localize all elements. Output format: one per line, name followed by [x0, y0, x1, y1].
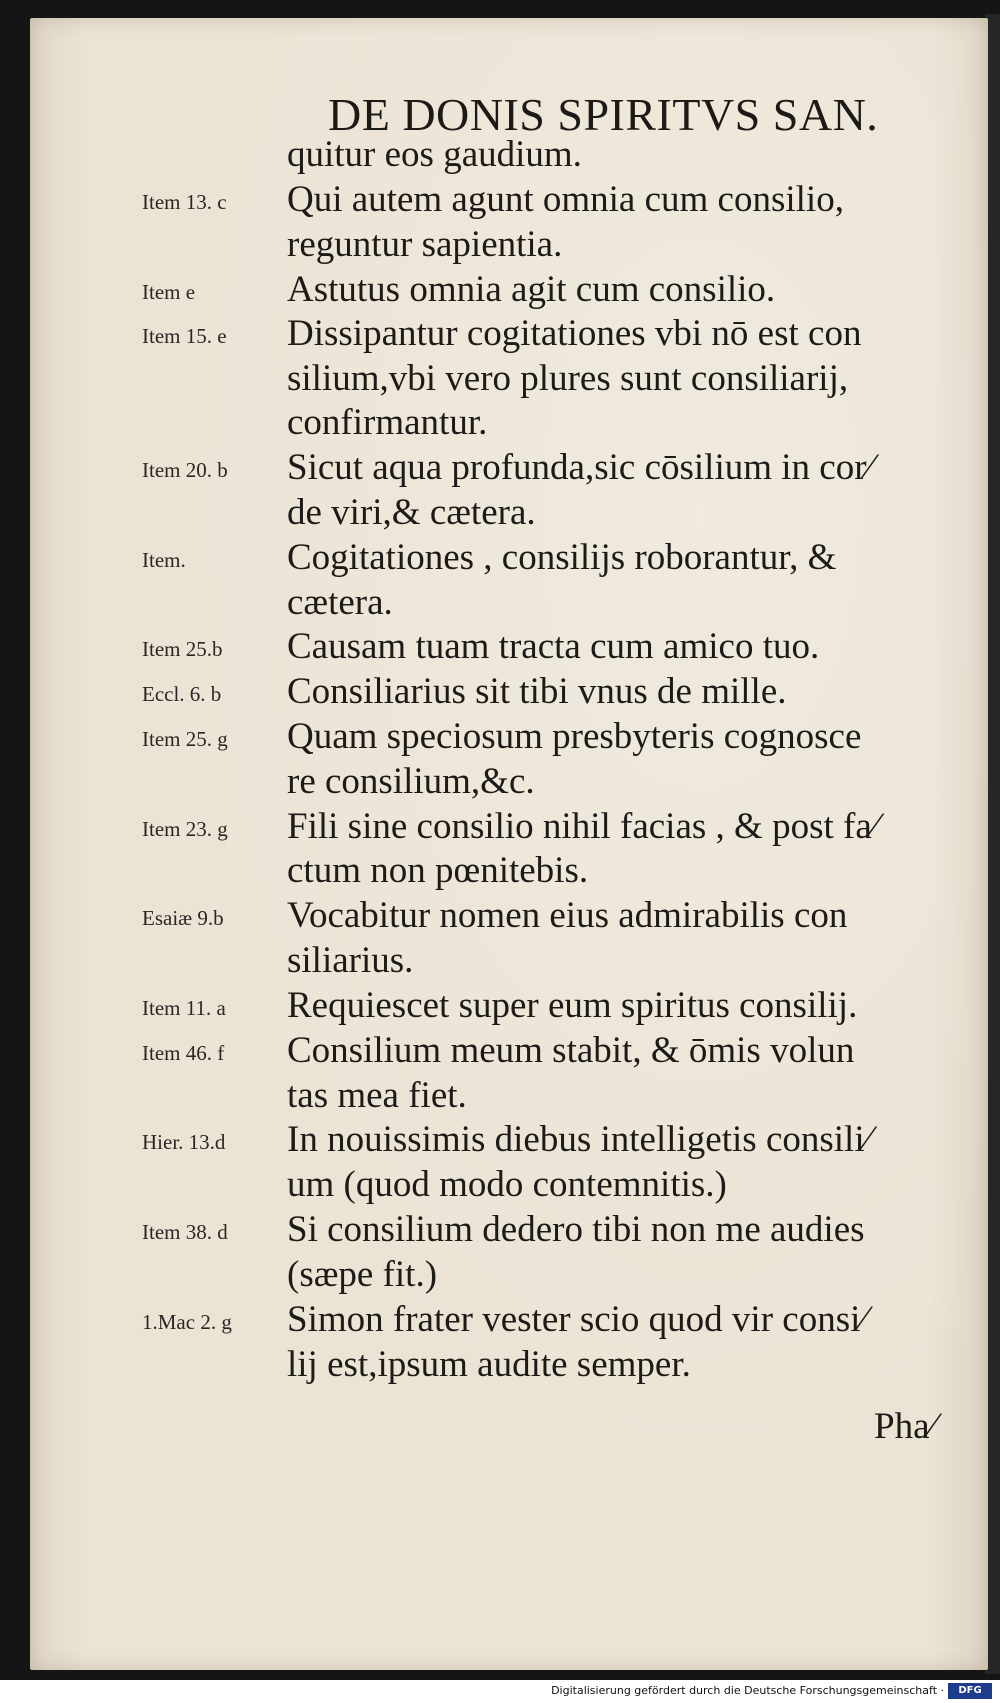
margin-reference: Item 20. b	[142, 458, 228, 482]
text-line: Requiescet super eum spiritus consilij.	[287, 985, 858, 1026]
text-line: Quam speciosum presbyteris cognosce	[287, 716, 862, 757]
text-line: re consilium,&c.	[287, 761, 535, 802]
text-line: lij est,ipsum audite semper.	[287, 1344, 691, 1385]
text-line: silium,vbi vero plures sunt consiliarij,	[287, 358, 849, 399]
text-line: ctum non pœnitebis.	[287, 850, 589, 891]
running-head: DE DONIS SPIRITVS SAN.	[328, 89, 879, 140]
margin-reference: Esaiæ 9.b	[142, 906, 224, 930]
footer-credit: Digitalisierung gefördert durch die Deutsche Forschungsgemeinschaft ·	[551, 1684, 944, 1697]
text-line: Simon frater vester scio quod vir consi⁄	[287, 1299, 867, 1340]
margin-reference: Item.	[142, 548, 186, 572]
margin-reference: Item 13. c	[142, 190, 227, 214]
margin-reference: Item 38. d	[142, 1220, 228, 1244]
text-line: Fili sine consilio nihil facias , & post fa⁄	[287, 806, 878, 847]
footer-bar	[0, 1680, 1000, 1703]
text-line: confirmantur.	[287, 402, 488, 443]
text-line: Consilium meum stabit, & ōmis volun	[287, 1030, 855, 1071]
catchword: Pha⁄	[874, 1406, 936, 1447]
text-line: cætera.	[287, 582, 393, 623]
text-line: In nouissimis diebus intelligetis consili⁄	[287, 1119, 871, 1160]
text-line: Consiliarius sit tibi vnus de mille.	[287, 671, 787, 712]
margin-reference: Eccl. 6. b	[142, 682, 222, 706]
text-line: de viri,& cætera.	[287, 492, 536, 533]
dfg-logo: DFG	[948, 1683, 992, 1699]
text-line: quitur eos gaudium.	[287, 134, 582, 175]
margin-reference: Item 11. a	[142, 996, 226, 1020]
text-line: Cogitationes , consilijs roborantur, &	[287, 537, 837, 578]
text-line: Vocabitur nomen eius admirabilis con	[287, 895, 848, 936]
margin-reference: Item 25.b	[142, 637, 223, 661]
text-line: Astutus omnia agit cum consilio.	[287, 269, 776, 310]
margin-reference: Item e	[142, 280, 196, 304]
margin-reference: Item 46. f	[142, 1041, 225, 1065]
text-line: Sicut aqua profunda,sic cōsilium in cor⁄	[287, 447, 873, 488]
margin-reference: Item 25. g	[142, 727, 228, 751]
text-line: Dissipantur cogitationes vbi nō est con	[287, 313, 862, 354]
text-line: tas mea fiet.	[287, 1075, 467, 1116]
text-line: (sæpe fit.)	[287, 1254, 438, 1295]
margin-reference: Item 15. e	[142, 324, 227, 348]
text-line: um (quod modo contemnitis.)	[287, 1164, 727, 1205]
text-line: Causam tuam tracta cum amico tuo.	[287, 626, 820, 667]
margin-reference: Item 23. g	[142, 817, 228, 841]
text-line: reguntur sapientia.	[287, 224, 563, 265]
margin-reference: 1.Mac 2. g	[142, 1310, 232, 1334]
text-line: siliarius.	[287, 940, 414, 981]
text-line: Qui autem agunt omnia cum consilio,	[287, 179, 844, 220]
text-line: Si consilium dedero tibi non me audies	[287, 1209, 865, 1250]
margin-reference: Hier. 13.d	[142, 1130, 226, 1154]
